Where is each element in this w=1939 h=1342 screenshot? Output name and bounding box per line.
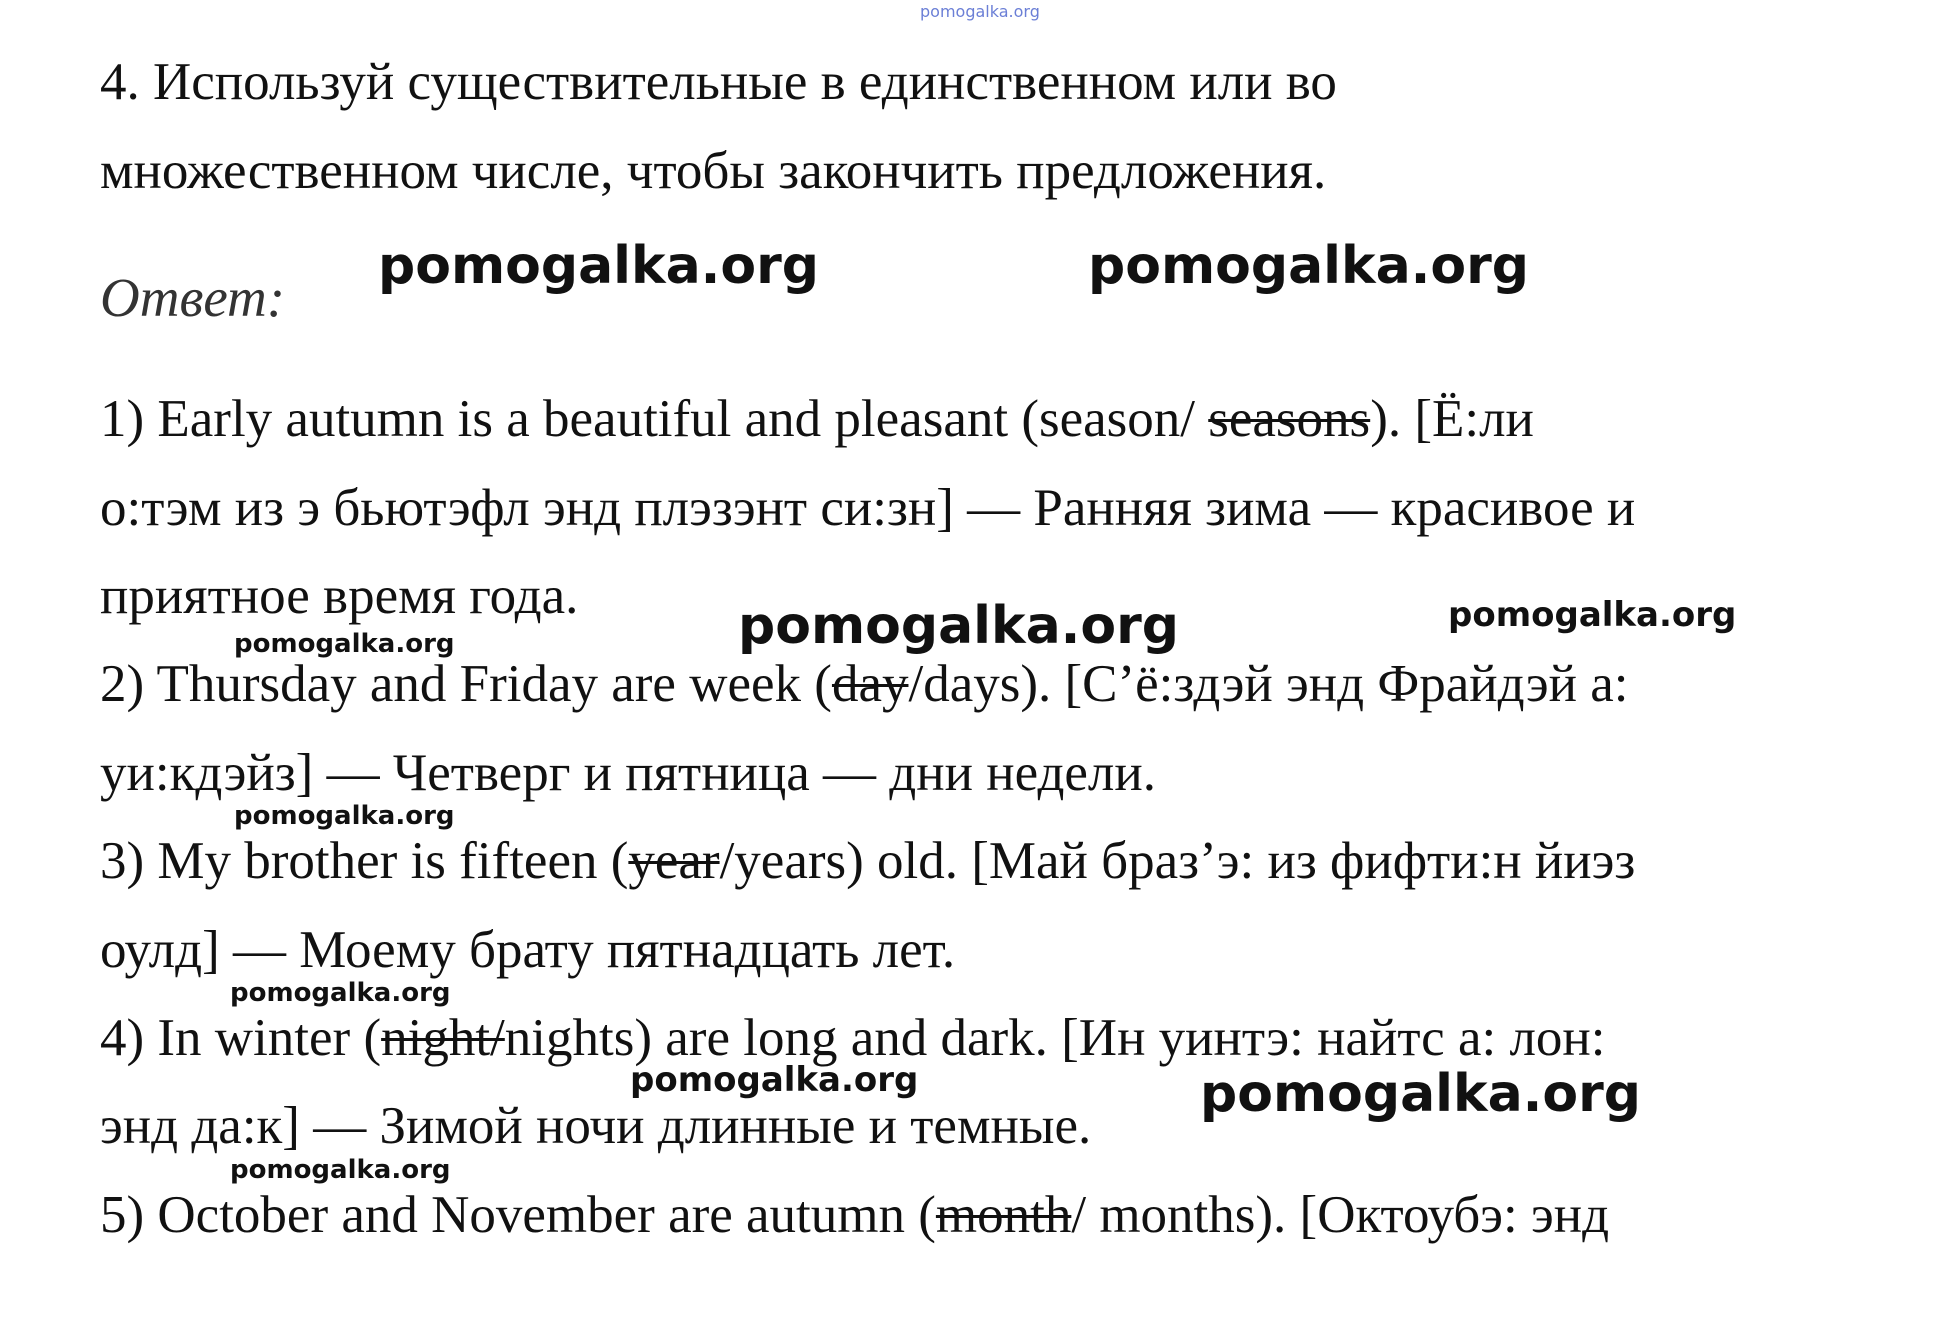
answer-label: Ответ: [100,267,286,328]
item-1-text-b: ). [Ё:ли [1370,390,1534,448]
item-4-line-2: энд да:к] — Зимой ночи длинные и темные. [100,1097,1092,1155]
watermark: pomogalka.org [378,236,820,296]
item-3-line-2: оулд] — Моему брату пятнадцать лет. [100,921,956,979]
header-watermark: pomogalka.org [920,2,1040,21]
item-1-line-1 [100,390,1534,448]
item-2-text-b: /days). [С’ё:здэй энд Фрайдэй а: [908,655,1629,713]
item-1-line-3: приятное время года. [100,567,579,625]
item-2-line-1 [100,655,1629,713]
item-4-text-b: nights) are long and dark. [Ин уинтэ: найтс а: лон: [504,1009,1606,1067]
item-5-struck-word: month [935,1186,1072,1244]
item-3-struck-word: year [628,832,720,890]
item-2-text-a: 2) Thursday and Friday are week ( [100,655,832,713]
item-3-line-1 [100,832,1636,890]
task-line-2: множественном числе, чтобы закончить предложения. [100,142,1327,200]
task-line-1: 4. Используй существительные в единственном или во [100,53,1337,111]
item-3-text-a: 3) My brother is fifteen ( [100,832,629,890]
watermark: pomogalka.org [234,629,455,659]
watermark: pomogalka.org [1200,1064,1642,1124]
watermark: pomogalka.org [630,1060,919,1100]
item-4-line-1 [100,1009,1606,1067]
item-4-struck-word: night/ [381,1009,505,1067]
watermark: pomogalka.org [1448,595,1737,635]
watermark: pomogalka.org [230,978,451,1008]
watermark: pomogalka.org [234,801,455,831]
item-5-line-1 [100,1186,1610,1244]
watermark: pomogalka.org [738,596,1180,656]
item-5-text-a: 5) October and November are autumn ( [100,1186,936,1244]
item-2-struck-word: day [831,655,909,713]
item-4-text-a: 4) In winter ( [100,1009,382,1067]
watermark: pomogalka.org [1088,236,1530,296]
item-1-struck-word: seasons [1208,390,1371,448]
item-1-line-2: о:тэм из э бьютэфл энд плэзэнт си:зн] — Ранняя зима — красивое и [100,479,1636,537]
item-1-text-a: 1) Early autumn is a beautiful and pleasant (season/ [100,390,1209,448]
item-2-line-2: уи:кдэйз] — Четверг и пятница — дни недели. [100,744,1156,802]
item-3-text-b: /years) old. [Май браз’э: из фифти:н йиэз [719,832,1636,890]
item-5-text-b: / months). [Октоубэ: энд [1071,1186,1610,1244]
watermark: pomogalka.org [230,1155,451,1185]
